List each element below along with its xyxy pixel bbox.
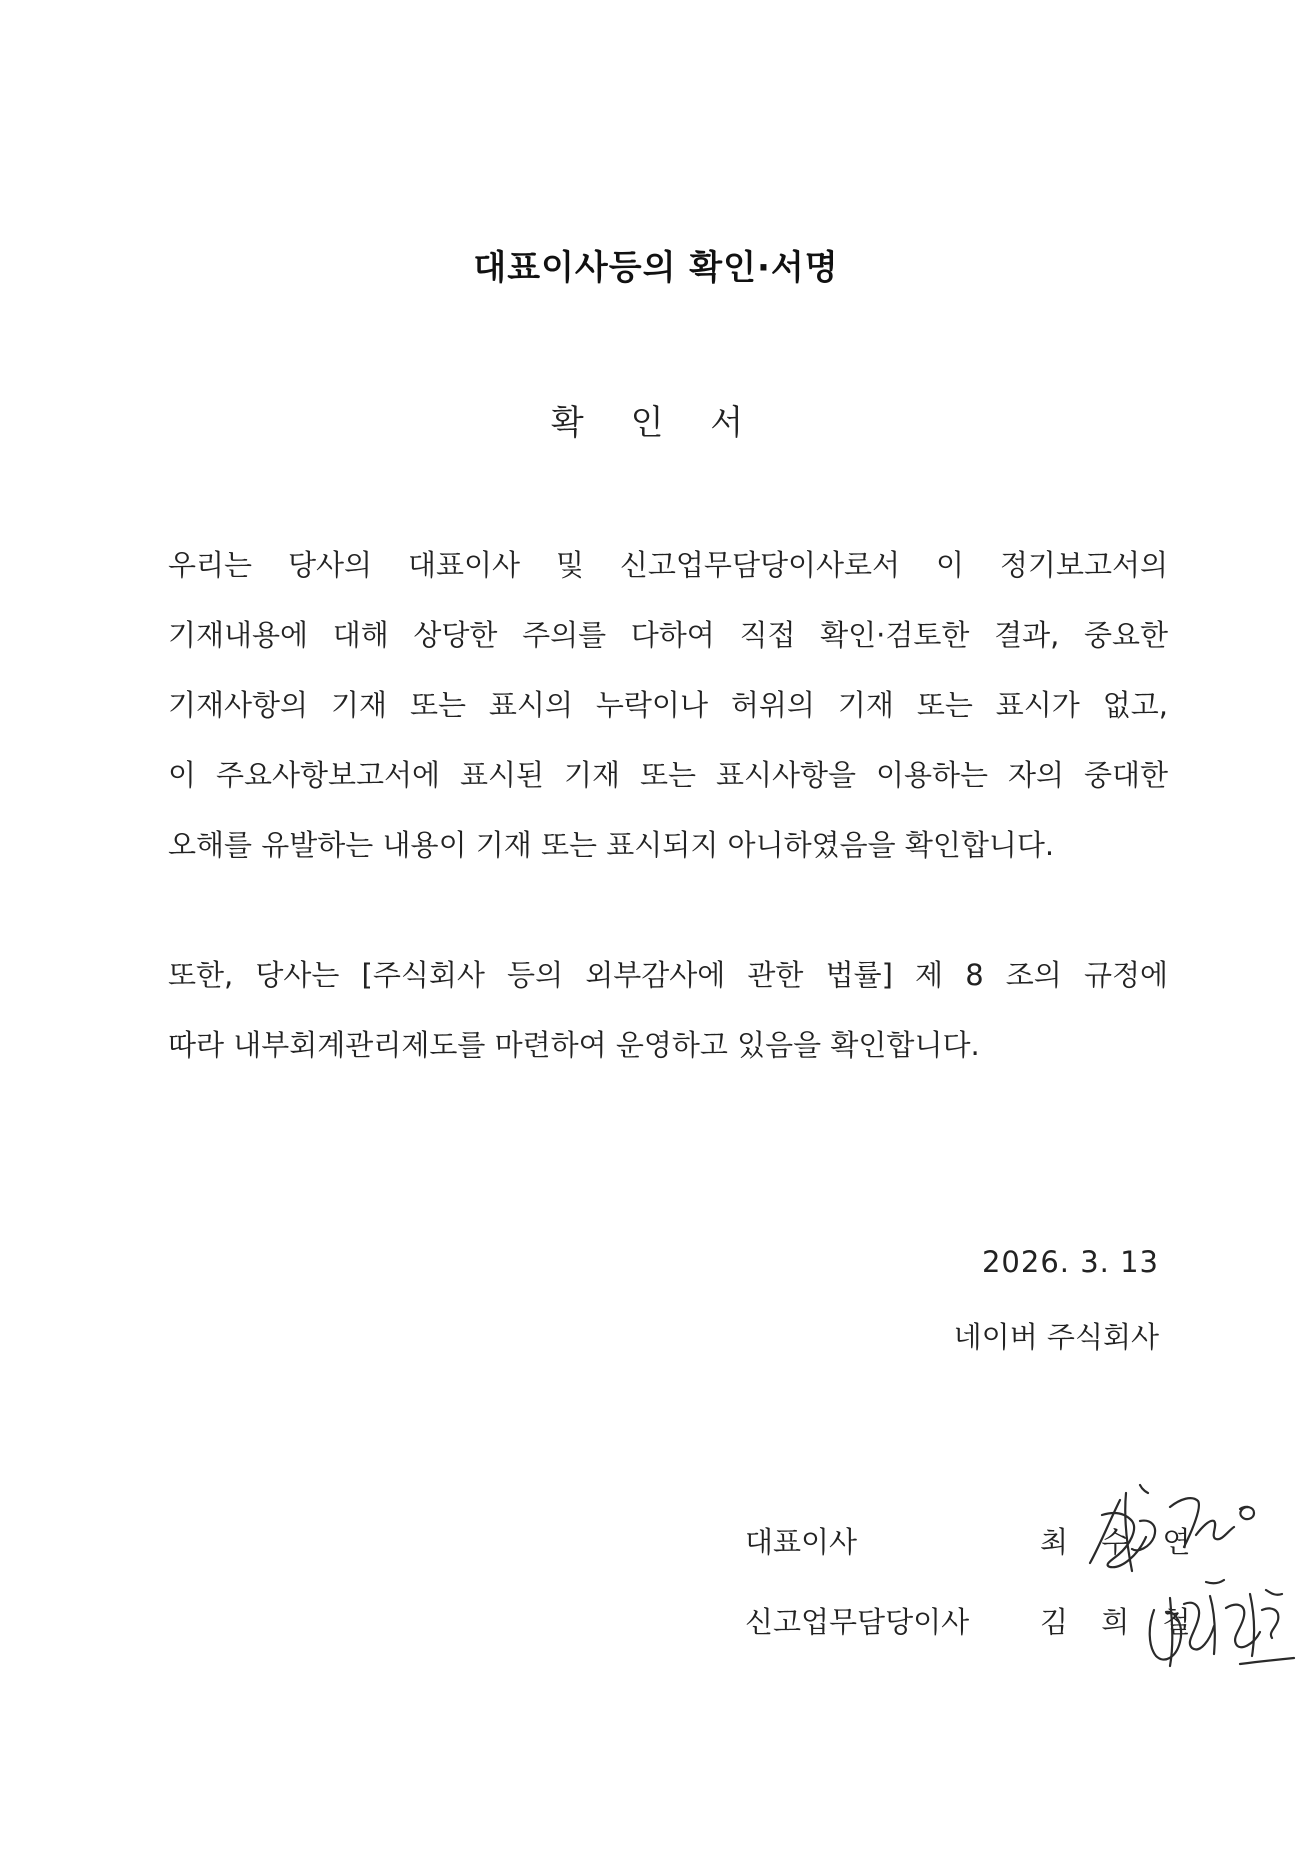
company-name: 네이버 주식회사 xyxy=(953,1320,1159,1354)
paragraph-line: 이 주요사항보고서에 표시된 기재 또는 표시사항을 이용하는 자의 중대한 xyxy=(168,758,1168,792)
internal-control-paragraph xyxy=(168,940,1168,1080)
paragraph-line: 기재내용에 대해 상당한 주의를 다하여 직접 확인·검토한 결과, 중요한 xyxy=(168,618,1168,652)
signatory-name-ceo: 최 수 연 xyxy=(1040,1525,1203,1559)
signatory-role-ceo: 대표이사 xyxy=(745,1525,858,1559)
paragraph-line: 오해를 유발하는 내용이 기재 또는 표시되지 아니하였음을 확인합니다. xyxy=(168,828,1055,862)
paragraph-line: 우리는 당사의 대표이사 및 신고업무담당이사로서 이 정기보고서의 xyxy=(168,548,1168,582)
signatory-name-reporting-director: 김 희 철 xyxy=(1040,1605,1203,1639)
ceo-signature-icon xyxy=(1080,1475,1280,1585)
document-title: 대표이사등의 확인·서명 xyxy=(473,248,839,288)
signatory-role-reporting-director: 신고업무담당이사 xyxy=(745,1605,970,1639)
confirmation-paragraph xyxy=(168,530,1168,880)
document-subtitle: 확 인 서 xyxy=(550,403,762,443)
paragraph-line: 기재사항의 기재 또는 표시의 누락이나 허위의 기재 또는 표시가 없고, xyxy=(168,688,1168,722)
director-signature-icon xyxy=(1140,1570,1310,1680)
document-date: 2026. 3. 13 xyxy=(981,1245,1159,1279)
paragraph-line: 또한, 당사는 [주식회사 등의 외부감사에 관한 법률] 제 8 조의 규정에 xyxy=(168,958,1168,992)
paragraph-line: 따라 내부회계관리제도를 마련하여 운영하고 있음을 확인합니다. xyxy=(168,1028,980,1062)
